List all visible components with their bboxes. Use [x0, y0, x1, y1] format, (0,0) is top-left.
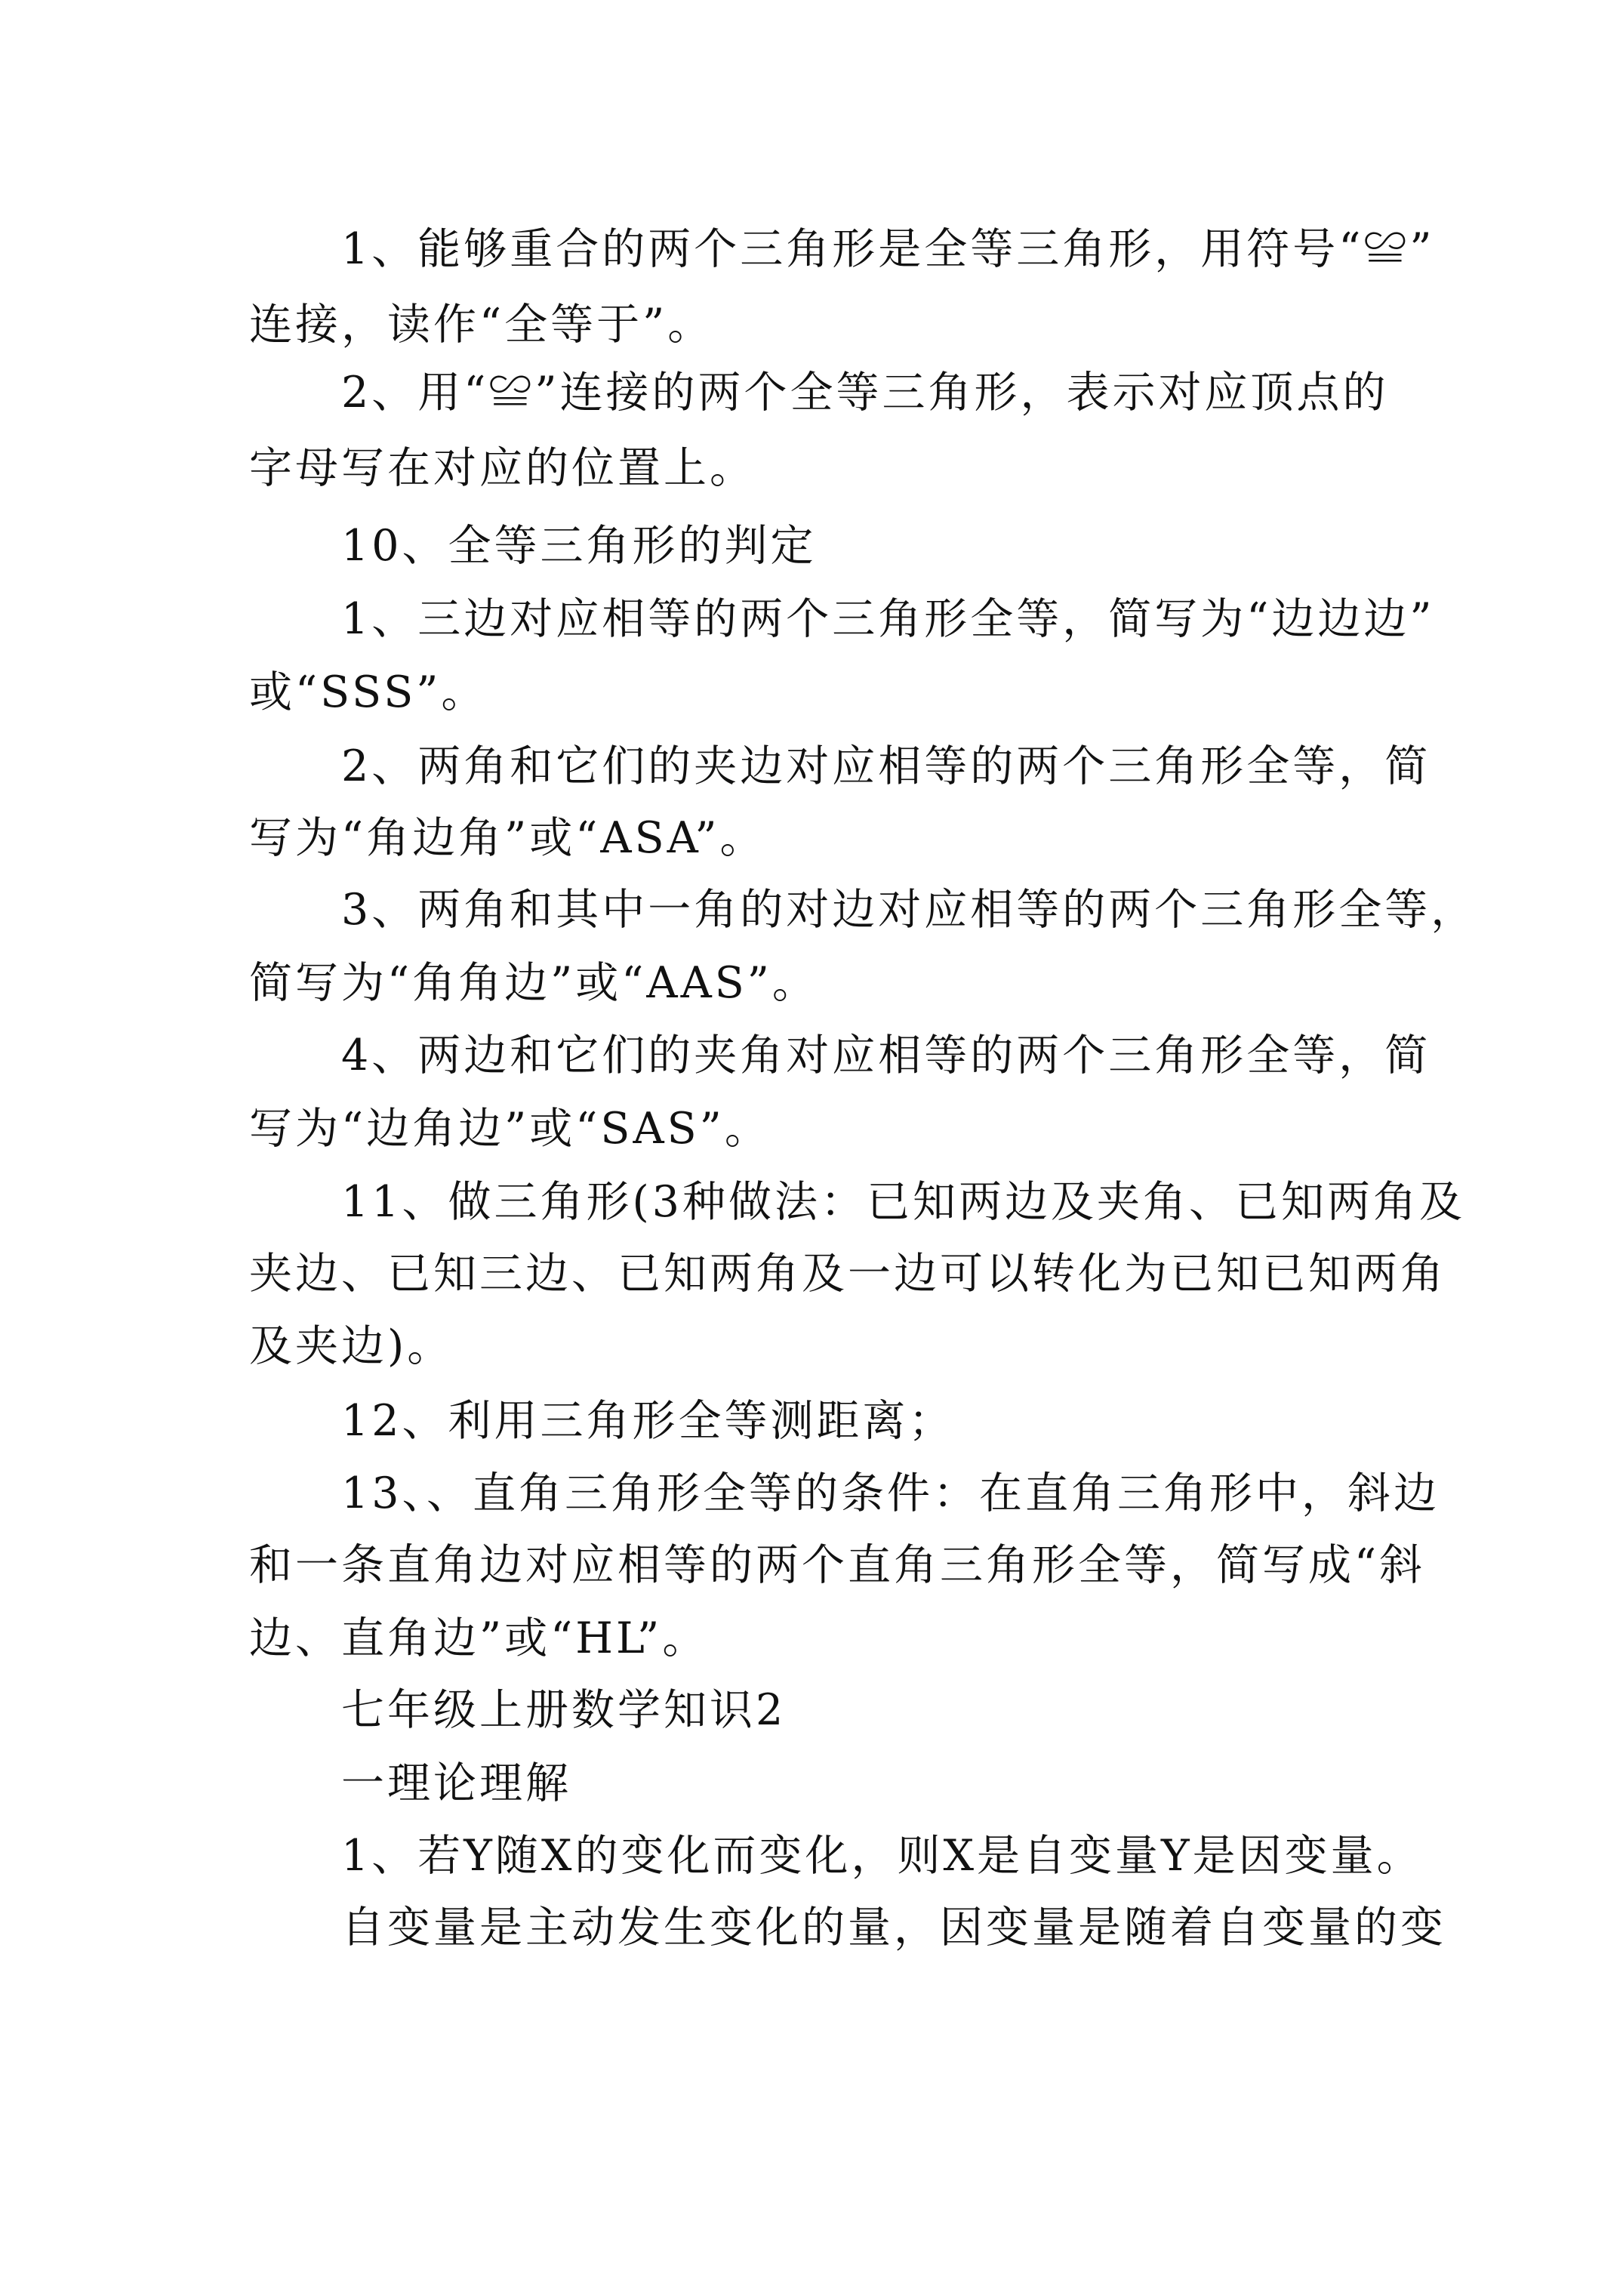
section-title: 七年级上册数学知识2 — [341, 1685, 787, 1735]
text-line: 及夹边)。 — [249, 1321, 454, 1371]
section-heading: 13、、直角三角形全等的条件：在直角三角形中，斜边 — [341, 1469, 1440, 1518]
text-line: 字母写在对应的位置上。 — [249, 443, 756, 493]
text-line: 写为“边角边”或“SAS”。 — [249, 1104, 771, 1154]
text-line: 和一条直角边对应相等的两个直角三角形全等，简写成“斜 — [249, 1540, 1426, 1590]
section-heading: 12、利用三角形全等测距离； — [341, 1396, 955, 1446]
text-line: 或“SSS”。 — [249, 667, 488, 717]
text-line: 简写为“角角边”或“AAS”。 — [249, 958, 818, 1008]
text-line: 1、能够重合的两个三角形是全等三角形，用符号“≌” — [341, 224, 1435, 274]
text-line: 2、两角和它们的夹边对应相等的两个三角形全等，简 — [341, 741, 1431, 791]
text-line: 2、用“≌”连接的两个全等三角形，表示对应顶点的 — [341, 368, 1389, 418]
text-line: 3、两角和其中一角的对边对应相等的两个三角形全等， — [341, 885, 1477, 935]
text-line: 边、直角边”或“HL”。 — [249, 1613, 709, 1663]
text-line: 夹边、已知三边、已知两角及一边可以转化为已知已知两角 — [249, 1249, 1446, 1299]
text-line: 自变量是主动发生变化的量，因变量是随着自变量的变 — [341, 1903, 1446, 1952]
text-line: 1、若Y随X的变化而变化，则X是自变量Y是因变量。 — [341, 1831, 1423, 1881]
section-heading: 11、做三角形(3种做法：已知两边及夹角、已知两角及 — [341, 1177, 1466, 1227]
text-line: 4、两边和它们的夹角对应相等的两个三角形全等，简 — [341, 1031, 1431, 1080]
text-line: 1、三边对应相等的两个三角形全等，简写为“边边边” — [341, 594, 1435, 644]
section-heading: 一理论理解 — [341, 1758, 571, 1808]
text-line: 写为“角边角”或“ASA”。 — [249, 813, 766, 863]
text-line: 连接，读作“全等于”。 — [249, 300, 714, 350]
section-heading: 10、全等三角形的判定 — [341, 521, 817, 571]
